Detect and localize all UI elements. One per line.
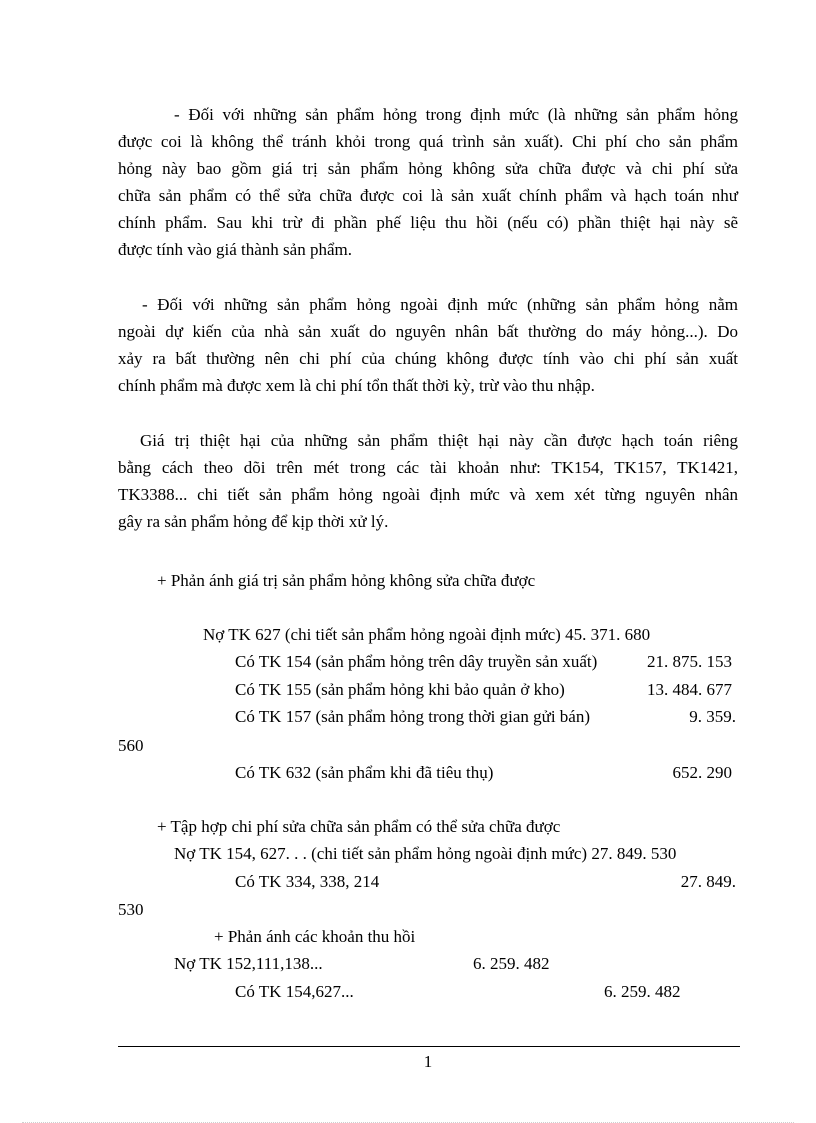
entry-heading-repair-costs: + Tập hợp chi phí sửa chữa sản phẩm có thể sửa chữa được — [157, 817, 561, 836]
entry-heading-unrepairable: + Phản ánh giá trị sản phẩm hỏng không sửa chữa được — [157, 571, 536, 590]
paragraph-line: - Đối với những sản phẩm hỏng trong định mức (là những sản phẩm hỏng — [174, 105, 738, 124]
paragraph-line: gây ra sản phẩm hỏng để kịp thời xử lý. — [118, 512, 389, 531]
page-number: 1 — [423, 1052, 433, 1071]
paragraph-line: - Đối với những sản phẩm hỏng ngoài định mức (những sản phẩm hỏng nằm — [142, 295, 738, 314]
paragraph-line: ngoài dự kiến của nhà sản xuất do nguyên nhân bất thường do máy hỏng...). Do — [118, 322, 738, 341]
paragraph-line: xảy ra bất thường nên chi phí của chúng không được tính vào chi phí sản xuất — [118, 349, 738, 368]
debit-line-amount: 6. 259. 482 — [473, 954, 550, 973]
credit-line-amount: 652. 290 — [672, 763, 732, 782]
debit-line: Nợ TK 627 (chi tiết sản phẩm hỏng ngoài định mức) 45. 371. 680 — [203, 625, 651, 644]
credit-line-text: Có TK 154,627... — [235, 982, 354, 1001]
debit-line-text: Nợ TK 152,111,138... — [174, 954, 323, 973]
paragraph-line: bằng cách theo dõi trên mét trong các tài khoản như: TK154, TK157, TK1421, — [118, 458, 738, 477]
credit-line-text: Có TK 632 (sản phẩm khi đã tiêu thụ) — [235, 763, 494, 782]
credit-line-amount: 6. 259. 482 — [604, 982, 681, 1001]
credit-line-amount: 13. 484. 677 — [647, 680, 732, 699]
paragraph-out-of-norm-defects — [118, 291, 738, 399]
credit-line-amount-wrap: 530 — [118, 900, 144, 919]
paragraph-line: chữa sản phẩm có thể sửa chữa được coi là sản xuất chính phẩm và hạch toán như — [118, 186, 738, 205]
credit-line-text: Có TK 334, 338, 214 — [235, 872, 380, 891]
paragraph-line: chính phẩm mà được xem là chi phí tổn thất thời kỳ, trừ vào thu nhập. — [118, 376, 595, 395]
paragraph-line: được tính vào giá thành sản phẩm. — [118, 240, 352, 259]
paragraph-line: chính phẩm. Sau khi trừ đi phần phế liệu thu hồi (nếu có) phần thiệt hại này sẽ — [118, 213, 738, 232]
paragraph-damage-value — [118, 427, 738, 535]
debit-line: Nợ TK 154, 627. . . (chi tiết sản phẩm hỏng ngoài định mức) 27. 849. 530 — [174, 844, 677, 863]
credit-line-amount: 27. 849. — [680, 872, 736, 891]
credit-line-amount: 21. 875. 153 — [647, 652, 732, 671]
paragraph-line: được coi là không thể tránh khỏi trong quá trình sản xuất). Chi phí cho sản phẩm — [118, 132, 738, 151]
paragraph-line: Giá trị thiệt hại của những sản phẩm thiệt hại này cần được hạch toán riêng — [140, 431, 738, 450]
paragraph-in-norm-defects — [118, 101, 738, 263]
credit-line-amount-wrap: 560 — [118, 736, 144, 755]
credit-line-text: Có TK 154 (sản phẩm hỏng trên dây truyền sản xuất) — [235, 652, 598, 671]
credit-line-amount: 9. 359. — [689, 707, 736, 726]
paragraph-line: TK3388... chi tiết sản phẩm hỏng ngoài định mức và xem xét từng nguyên nhân — [118, 485, 738, 504]
credit-line-text: Có TK 157 (sản phẩm hỏng trong thời gian gửi bán) — [235, 707, 591, 726]
entry-heading-recoveries: + Phản ánh các khoản thu hồi — [214, 927, 416, 946]
paragraph-line: hỏng này bao gồm giá trị sản phẩm hỏng không sửa chữa được và chi phí sửa — [118, 159, 738, 178]
footer-divider — [118, 1046, 740, 1047]
credit-line-text: Có TK 155 (sản phẩm hỏng khi bảo quản ở kho) — [235, 680, 565, 699]
